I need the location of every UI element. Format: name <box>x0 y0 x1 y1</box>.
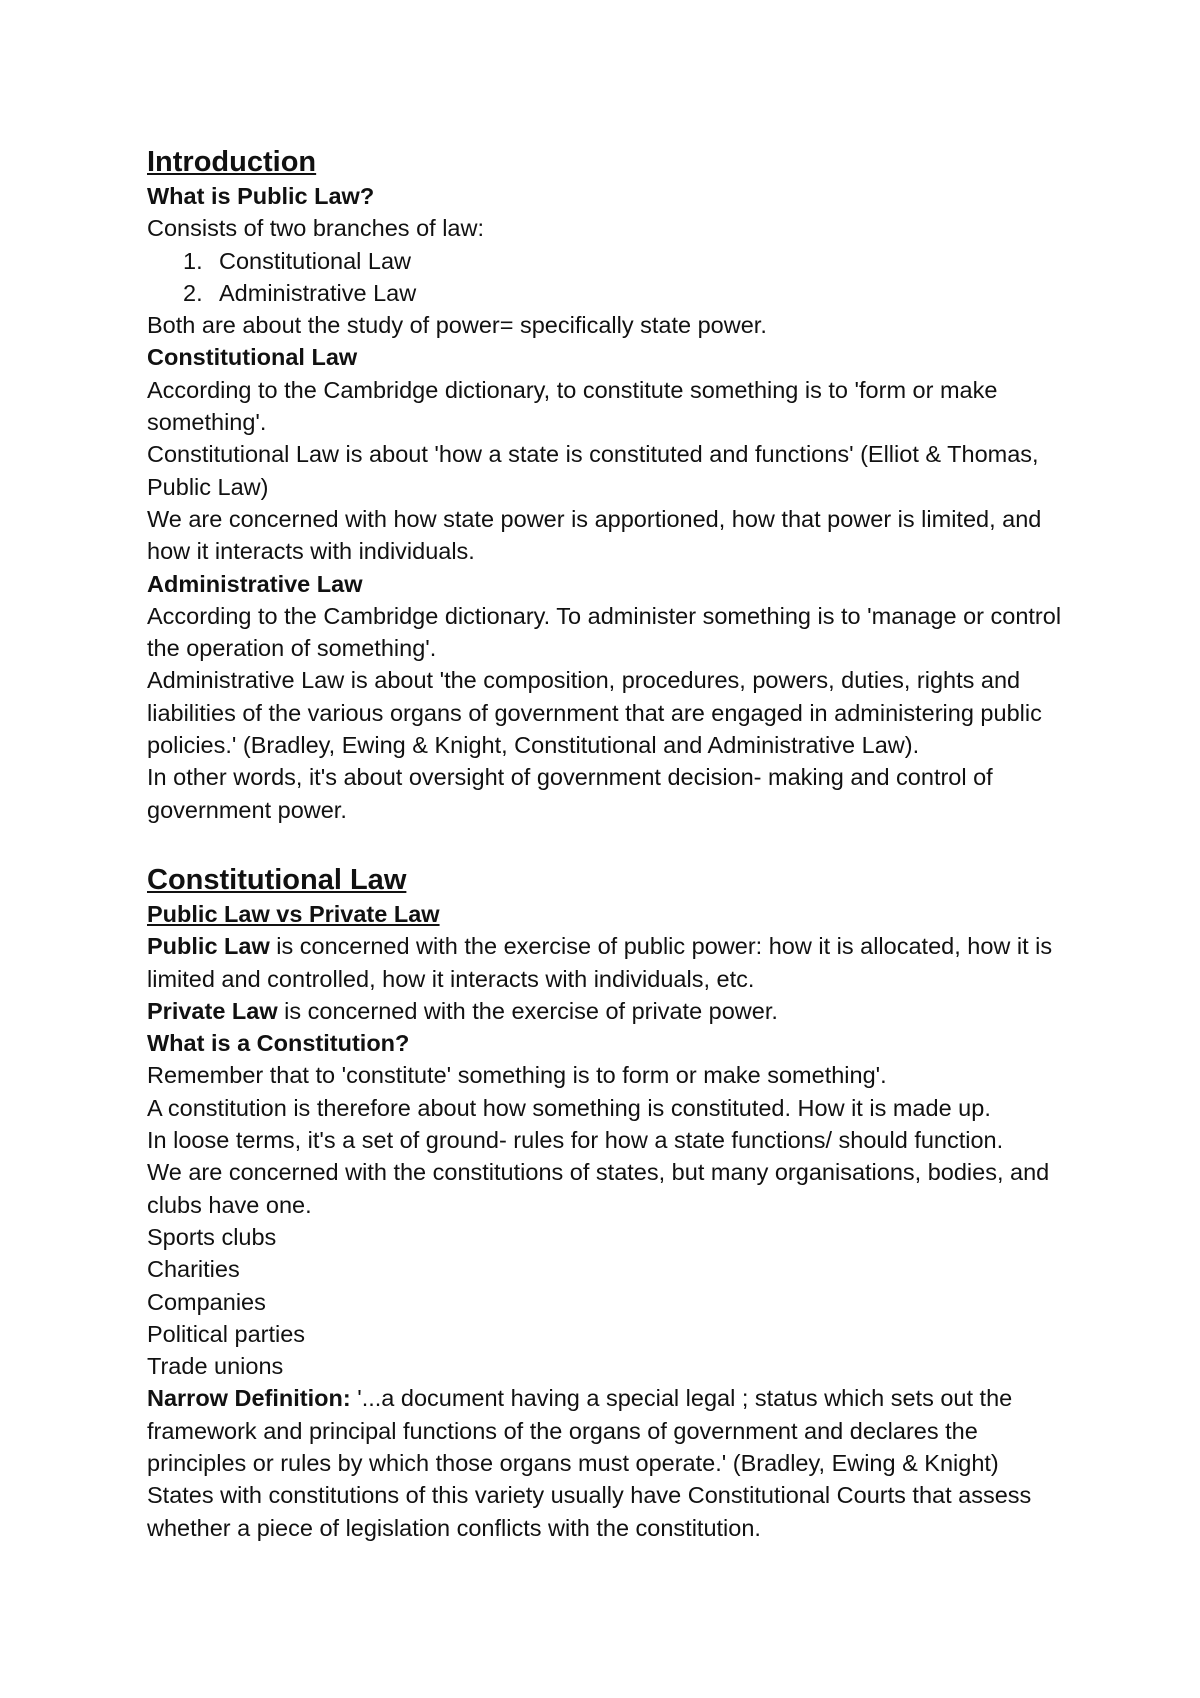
constitutional-law-heading: Constitutional Law <box>147 863 407 896</box>
list-item-label: Constitutional Law <box>219 247 412 274</box>
public-law-term: Public Law <box>147 933 270 960</box>
list-item <box>183 245 1077 277</box>
document-body <box>147 140 1077 1544</box>
narrow-definition-term: Narrow Definition: <box>147 1385 351 1412</box>
both-text: Both are about the study of power= specifically state power. <box>147 312 767 339</box>
example-item: Trade unions <box>147 1353 284 1380</box>
example-item: Companies <box>147 1288 266 1315</box>
public-law-text: is concerned with the exercise of public power: how it is allocated, how it is limited and controlled, how it interacts with individuals, etc. <box>147 933 1053 992</box>
paragraph: Remember that to 'constitute' something is to form or make something'. <box>147 1062 887 1089</box>
paragraph: In loose terms, it's a set of ground- rules for how a state functions/ should function. <box>147 1127 1004 1154</box>
paragraph: According to the Cambridge dictionary, to constitute something is to 'form or make something'. <box>147 376 998 436</box>
paragraph: A constitution is therefore about how something is constituted. How it is made up. <box>147 1094 991 1121</box>
consists-text: Consists of two branches of law: <box>147 215 484 242</box>
private-law-text: is concerned with the exercise of private power. <box>277 997 778 1024</box>
introduction-heading: Introduction <box>147 146 317 178</box>
branches-list <box>147 245 1077 310</box>
paragraph: In other words, it's about oversight of government decision- making and control of government power. <box>147 764 993 823</box>
list-item <box>183 277 1077 309</box>
paragraph: Constitutional Law is about 'how a state is constituted and functions' (Elliot & Thomas, Public Law) <box>147 441 1039 500</box>
public-vs-private-subheading: Public Law vs Private Law <box>147 900 440 927</box>
list-number: 2. <box>183 279 203 306</box>
example-item: Sports clubs <box>147 1223 277 1250</box>
paragraph: According to the Cambridge dictionary. To administer something is to 'manage or control the operation of something'. <box>147 602 1062 662</box>
private-law-definition <box>147 995 1077 1027</box>
list-item-label: Administrative Law <box>219 279 417 306</box>
narrow-definition-text: '...a document having a special legal ; status which sets out the framework and principal functions of the organs of government and declares the principles or rules by which those organs must operate.' (Bradley, Ewing & Knight) <box>147 1385 1013 1476</box>
list-number: 1. <box>183 247 203 274</box>
example-item: Charities <box>147 1256 240 1283</box>
paragraph: We are concerned with how state power is apportioned, how that power is limited, and how it interacts with individuals. <box>147 505 1042 565</box>
public-law-definition <box>147 930 1077 995</box>
private-law-term: Private Law <box>147 997 278 1024</box>
administrative-law-subheading: Administrative Law <box>147 570 363 597</box>
paragraph: States with constitutions of this variety usually have Constitutional Courts that assess whether a piece of legislation conflicts with the constitution. <box>147 1482 1032 1541</box>
paragraph: We are concerned with the constitutions of states, but many organisations, bodies, and clubs have one. <box>147 1159 1050 1218</box>
example-item: Political parties <box>147 1320 306 1347</box>
constitutional-law-subheading: Constitutional Law <box>147 344 358 371</box>
what-is-constitution-subheading: What is a Constitution? <box>147 1030 410 1057</box>
narrow-definition <box>147 1382 1077 1479</box>
paragraph: Administrative Law is about 'the composition, procedures, powers, duties, rights and liabilities of the various organs of government that are engaged in administering public policies.' (Bradley, Ewing & Knight, Constitutional and Administrative Law). <box>147 667 1042 759</box>
section-gap <box>147 826 1077 858</box>
what-is-public-law-subheading: What is Public Law? <box>147 183 375 209</box>
